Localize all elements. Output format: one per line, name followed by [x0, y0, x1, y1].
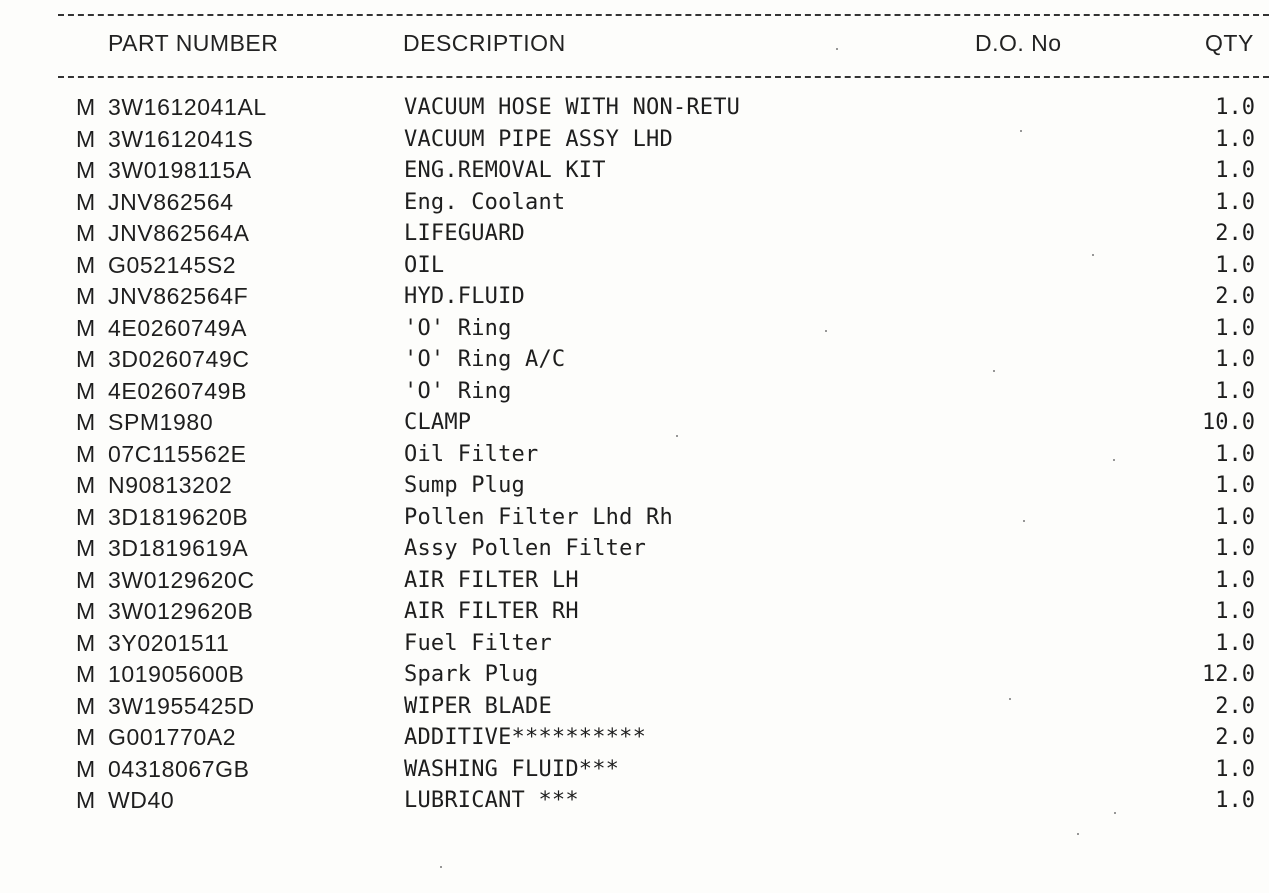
part-number-cell: G001770A2 [108, 724, 237, 750]
scan-speck [836, 48, 838, 50]
table-row [0, 533, 1269, 565]
qty-cell: 10.0 [1202, 410, 1255, 435]
table-row [0, 407, 1269, 439]
table-row [0, 754, 1269, 786]
header-do-no: D.O. No [975, 30, 1062, 56]
scan-speck [440, 866, 442, 868]
qty-cell: 1.0 [1215, 189, 1255, 215]
row-flag: M [76, 440, 96, 467]
part-number-cell: 4E0260749A [108, 314, 248, 341]
description-cell: Assy Pollen Filter [404, 536, 647, 561]
description-cell: 'O' Ring [404, 315, 512, 341]
description-cell: LIFEGUARD [404, 221, 526, 246]
qty-cell: 1.0 [1215, 567, 1255, 593]
row-flag: M [76, 346, 96, 372]
table-row [0, 281, 1269, 313]
qty-cell: 1.0 [1215, 788, 1255, 813]
table-row [0, 187, 1269, 219]
scan-speck [1009, 698, 1011, 700]
part-number-cell: 3Y0201511 [108, 629, 230, 656]
description-cell: OIL [404, 252, 445, 278]
table-row [0, 565, 1269, 597]
top-dashed-rule [58, 14, 1269, 16]
table-row [0, 470, 1269, 502]
description-cell: AIR FILTER RH [404, 599, 579, 624]
description-cell: VACUUM HOSE WITH NON-RETU [404, 95, 741, 120]
row-flag: M [76, 566, 96, 593]
qty-cell: 1.0 [1215, 599, 1255, 624]
part-number-cell: JNV862564 [108, 188, 234, 215]
row-flag: M [76, 503, 96, 530]
row-flag: M [76, 472, 96, 498]
scan-speck [1020, 130, 1022, 132]
description-cell: CLAMP [404, 410, 472, 435]
qty-cell: 2.0 [1215, 221, 1255, 246]
row-flag: M [76, 755, 96, 782]
part-number-cell: 3D1819620B [108, 503, 249, 530]
row-flag: M [76, 787, 96, 813]
description-cell: ENG.REMOVAL KIT [404, 158, 606, 183]
description-cell: WASHING FLUID*** [404, 756, 620, 782]
part-number-cell: JNV862564F [108, 283, 249, 309]
part-number-cell: 3W0129620B [108, 598, 254, 624]
description-cell: Oil Filter [404, 441, 539, 467]
table-row [0, 344, 1269, 376]
part-number-cell: 4E0260749B [108, 377, 248, 404]
scan-speck [993, 370, 995, 372]
qty-cell: 1.0 [1215, 252, 1255, 278]
row-flag: M [76, 157, 96, 183]
part-number-cell: N90813202 [108, 472, 233, 498]
header-description: DESCRIPTION [403, 30, 566, 56]
table-row [0, 785, 1269, 817]
row-flag: M [76, 661, 96, 687]
table-row [0, 218, 1269, 250]
description-cell: LUBRICANT *** [404, 788, 579, 813]
qty-cell: 1.0 [1215, 536, 1255, 561]
part-number-cell: JNV862564A [108, 220, 250, 246]
qty-cell: 2.0 [1215, 284, 1255, 309]
table-row [0, 722, 1269, 754]
description-cell: 'O' Ring [404, 378, 512, 404]
table-row [0, 628, 1269, 660]
row-flag: M [76, 94, 96, 120]
part-number-cell: 04318067GB [108, 755, 250, 782]
row-flag: M [76, 251, 96, 278]
header-dashed-rule [58, 76, 1269, 78]
table-row [0, 155, 1269, 187]
table-row [0, 659, 1269, 691]
part-number-cell: 101905600B [108, 661, 245, 687]
part-number-cell: 3W0129620C [108, 566, 255, 593]
scan-speck [825, 330, 827, 332]
part-number-cell: 3W1955425D [108, 692, 255, 719]
qty-cell: 2.0 [1215, 725, 1255, 750]
row-flag: M [76, 188, 96, 215]
scan-speck [1077, 833, 1079, 835]
description-cell: Pollen Filter Lhd Rh [404, 504, 673, 530]
row-flag: M [76, 692, 96, 719]
part-number-cell: WD40 [108, 787, 175, 813]
description-cell: VACUUM PIPE ASSY LHD [404, 126, 673, 152]
qty-cell: 1.0 [1215, 756, 1255, 782]
table-row [0, 376, 1269, 408]
part-number-cell: SPM1980 [108, 409, 214, 435]
part-number-cell: 3D0260749C [108, 346, 250, 372]
part-number-cell: 3W0198115A [108, 157, 252, 183]
row-flag: M [76, 535, 96, 561]
qty-cell: 1.0 [1215, 347, 1255, 372]
scan-speck [676, 435, 678, 437]
description-cell: WIPER BLADE [404, 693, 552, 719]
qty-cell: 12.0 [1202, 662, 1255, 687]
table-row [0, 596, 1269, 628]
qty-cell: 1.0 [1215, 158, 1255, 183]
scan-speck [1113, 459, 1115, 461]
scan-speck [1092, 254, 1094, 256]
row-flag: M [76, 629, 96, 656]
part-number-cell: 3W1612041AL [108, 94, 267, 120]
qty-cell: 1.0 [1215, 315, 1255, 341]
table-row [0, 691, 1269, 723]
qty-cell: 1.0 [1215, 504, 1255, 530]
table-row [0, 92, 1269, 124]
part-number-cell: 3D1819619A [108, 535, 249, 561]
table-row [0, 502, 1269, 534]
qty-cell: 1.0 [1215, 630, 1255, 656]
scan-speck [1023, 520, 1025, 522]
part-number-cell: 3W1612041S [108, 125, 254, 152]
description-cell: Spark Plug [404, 662, 539, 687]
table-row [0, 124, 1269, 156]
row-flag: M [76, 377, 96, 404]
part-number-cell: 07C115562E [108, 440, 247, 467]
description-cell: 'O' Ring A/C [404, 347, 566, 372]
description-cell: HYD.FLUID [404, 284, 526, 309]
row-flag: M [76, 283, 96, 309]
qty-cell: 2.0 [1215, 693, 1255, 719]
description-cell: ADDITIVE********** [404, 725, 647, 750]
table-row [0, 250, 1269, 282]
parts-table [0, 92, 1269, 817]
table-row [0, 439, 1269, 471]
scan-speck [1114, 812, 1116, 814]
row-flag: M [76, 220, 96, 246]
row-flag: M [76, 125, 96, 152]
qty-cell: 1.0 [1215, 441, 1255, 467]
header-part-number: PART NUMBER [108, 30, 279, 56]
description-cell: Eng. Coolant [404, 189, 566, 215]
table-row [0, 313, 1269, 345]
qty-cell: 1.0 [1215, 378, 1255, 404]
qty-cell: 1.0 [1215, 95, 1255, 120]
row-flag: M [76, 724, 96, 750]
qty-cell: 1.0 [1215, 473, 1255, 498]
description-cell: Fuel Filter [404, 630, 552, 656]
qty-cell: 1.0 [1215, 126, 1255, 152]
header-qty: QTY [1205, 30, 1254, 56]
row-flag: M [76, 314, 96, 341]
description-cell: Sump Plug [404, 473, 526, 498]
row-flag: M [76, 598, 96, 624]
row-flag: M [76, 409, 96, 435]
part-number-cell: G052145S2 [108, 251, 237, 278]
description-cell: AIR FILTER LH [404, 567, 579, 593]
